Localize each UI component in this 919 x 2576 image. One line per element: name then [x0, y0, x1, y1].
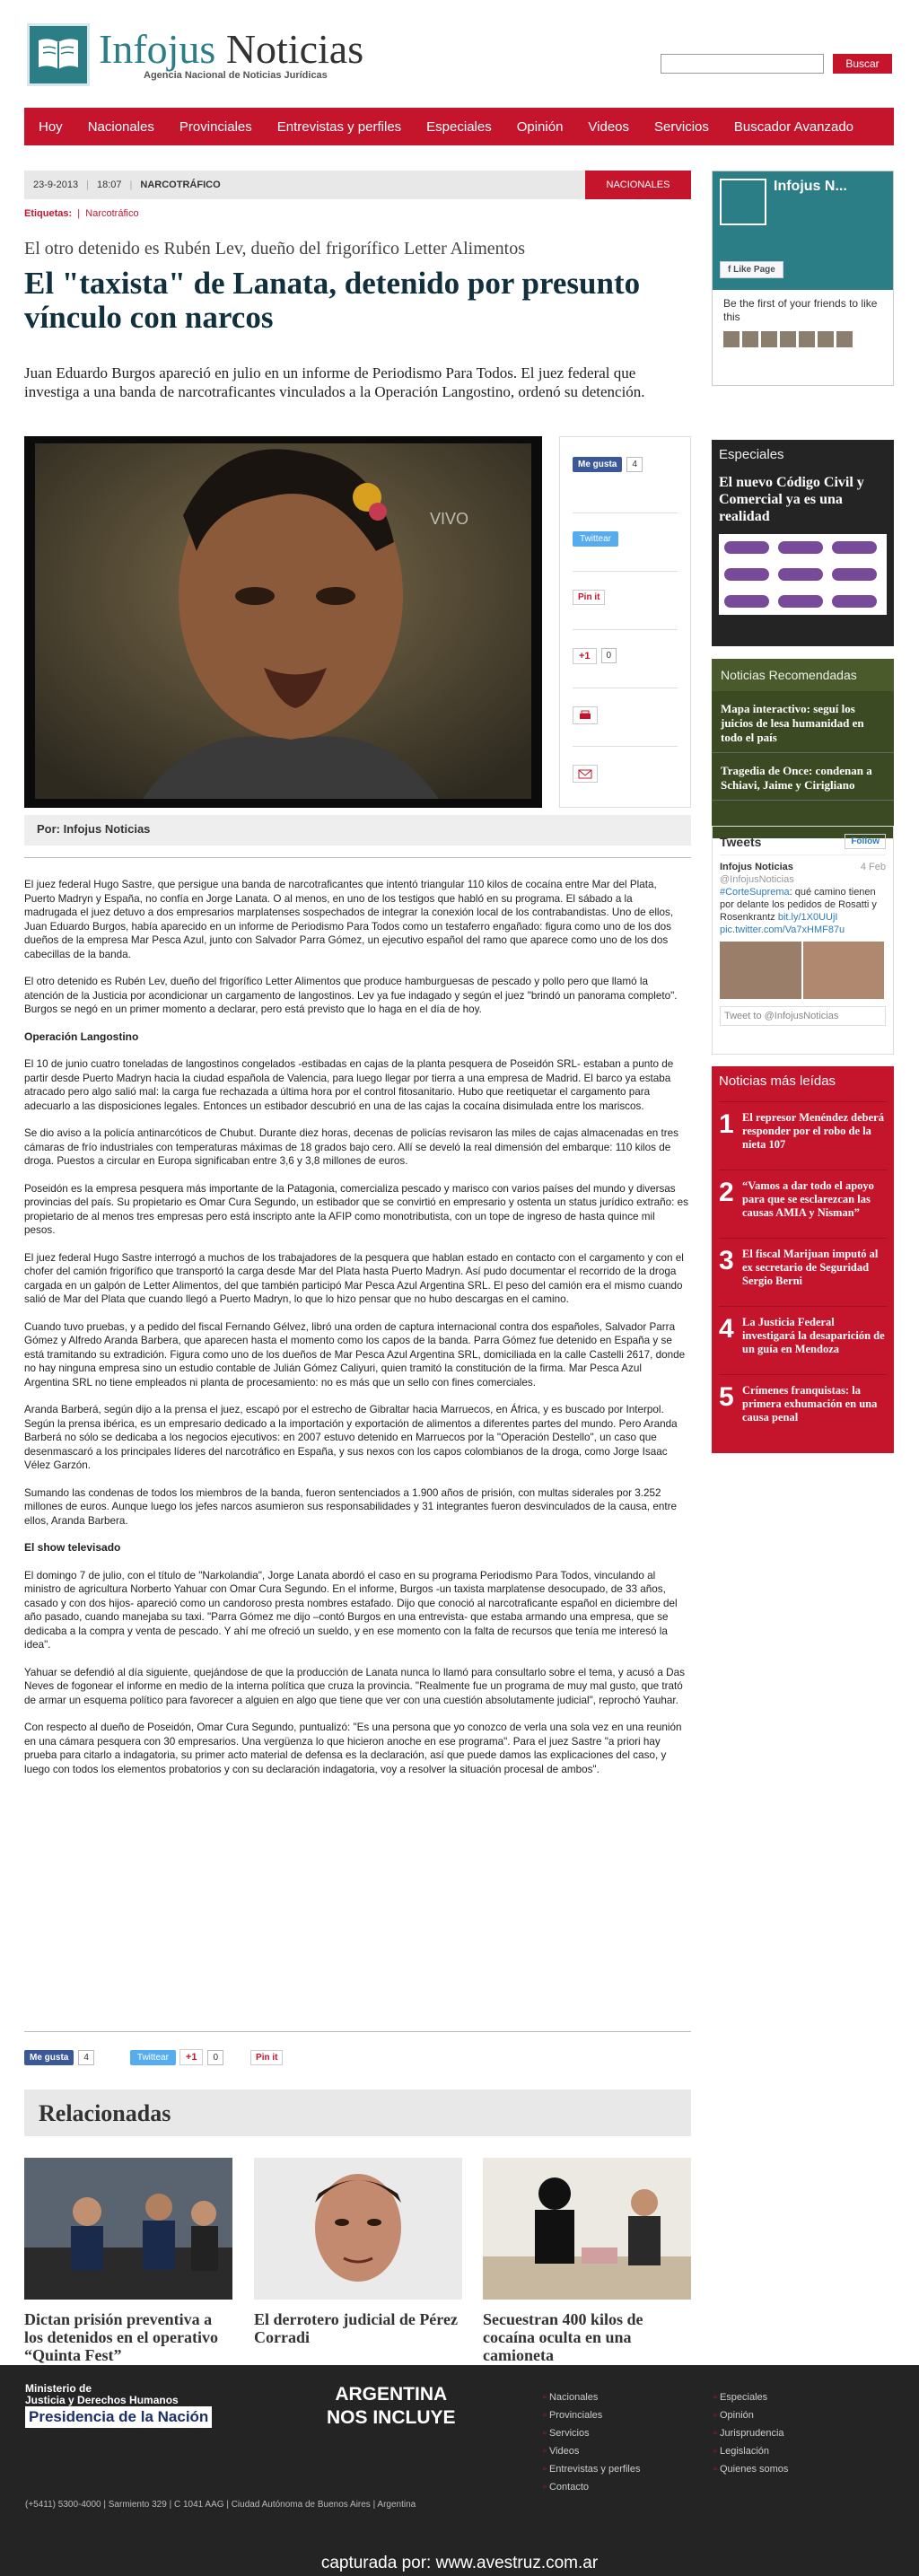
- mas-leida-title[interactable]: Crímenes franquistas: la primera exhumación en una causa penal: [742, 1384, 878, 1424]
- mas-leida-title[interactable]: La Justicia Federal investigará la desaparición de un guía en Mendoza: [742, 1316, 885, 1355]
- rank-number: 4: [719, 1314, 734, 1344]
- footer-link[interactable]: ▫ Nacionales: [543, 2388, 640, 2406]
- fb-like-count: 4: [78, 2050, 94, 2065]
- gplus-count: 0: [207, 2050, 223, 2065]
- recomendada-item[interactable]: Tragedia de Once: condenan a Schiavi, Jaime y Cirigliano: [712, 753, 894, 801]
- nav-especiales[interactable]: Especiales: [426, 118, 492, 135]
- mas-leida-item[interactable]: [719, 1101, 887, 1152]
- argentina-line-2: NOS INCLUYE: [327, 2407, 456, 2428]
- nav-servicios[interactable]: Servicios: [654, 118, 709, 135]
- email-icon[interactable]: [573, 765, 598, 783]
- footer-links-2: [713, 2388, 788, 2478]
- ministry-name: [25, 2383, 179, 2406]
- footer-link[interactable]: ▫ Legislación: [713, 2442, 788, 2460]
- article-meta-bar: 23-9-2013 | 18:07 | NARCOTRÁFICO NACIONALES: [24, 171, 691, 199]
- footer-link[interactable]: ▫ Provinciales: [543, 2406, 640, 2424]
- section-tag[interactable]: NACIONALES: [585, 171, 691, 199]
- search-button[interactable]: Buscar: [833, 54, 892, 74]
- tweet-link[interactable]: bit.ly/1X0UUjI pic.twitter.com/Va7xHMF87u: [720, 912, 845, 935]
- article-title: El "taxista" de Lanata, detenido por presunto vínculo con narcos: [24, 266, 641, 335]
- gplus-button[interactable]: +1: [179, 2049, 204, 2065]
- nav-entrevistas[interactable]: Entrevistas y perfiles: [276, 118, 402, 135]
- nav-opinion[interactable]: Opinión: [516, 118, 564, 135]
- footer-link[interactable]: ▫ Videos: [543, 2442, 640, 2460]
- mas-leida-item[interactable]: [719, 1374, 887, 1424]
- related-item[interactable]: [254, 2158, 462, 2346]
- paragraph: Cuando tuvo pruebas, y a pedido del fiscal Fernando Gélvez, libró una orden de captura internacional contra dos españoles, Salvador Parra Gómez y Alfredo Aranda Barbera, que aparecen hasta el momento como los capos de la banda. Parra Gómez fue detenido en España y se está tramitando su extradición. Figura como uno de los dueños de Mar Pesca Azul Argentina SRL, domiciliada en la calle Castelli 2617, donde no hay ninguna empresa sino un estudio contable de Julián Gómez Caliyuri, quien tramitó la constitución de la firma. Mar Pesca Azul Argentina SRL no tiene empleados ni planta de procesamiento: no es más que un sello con fines comerciales.: [24, 1320, 686, 1389]
- argentina-logo: [327, 2383, 456, 2430]
- paragraph: El juez federal Hugo Sastre, que persigue una banda de narcotraficantes que intentó triangular 110 kilos de cocaína entre Mar del Plata, Puerto Madryn y España, no confía en Jorge Lanata. O al menos, en uno de los testigos que habló en su programa. El sábado a la madrugada el juez detuvo a dos empresarios marplatenses sospechados de integrar la conexión local de los contrabandistas. Uno de ellos, Juan Eduardo Burgos, había aparecido en un informe de Periodismo Para Todos como un testaferro engañado: figura como uno de los dos dueños de la empresa Mar Pesca Azul, junto con Salvador Parra Gómez, un ejecutivo español del ramo que aparece como uno de los dos cabecillas de la banda.: [24, 879, 674, 960]
- paragraph: El 10 de junio cuatro toneladas de langostinos congelados -estibadas en cajas de la planta pesquera de Poseidón SRL- estaban a punto de partir desde Puerto Madryn hacia la ciudad española de Valencia, para luego llegar por tierra a una empresa de Madrid. El barco ya estaba atracado pero algo salió mal: la carga fue rechazada a última hora por el control fitosanitario. Hubo que reetiquetar el cargamento para adecuarlo a las disposiciones legales. Entonces un estibador descubrió en una de las cajas la cocaína disimulada entre los mariscos.: [24, 1058, 674, 1112]
- logo-word-1: Infojus: [99, 26, 216, 72]
- recomendadas-box: [712, 659, 894, 838]
- recomendadas-heading: Noticias Recomendadas: [712, 659, 894, 691]
- tags-label: Etiquetas:: [24, 208, 73, 219]
- book-logo-icon: [27, 23, 90, 86]
- article-time: 18:07: [97, 180, 122, 190]
- paragraph: Aranda Barberá, según dijo a la prensa el juez, escapó por el estrecho de Gibraltar hacia Marruecos, en África, y es buscado por Interpol. Según la prensa ibérica, es un empresario dedicado a la importación y exportación de alimentos a diferentes partes del mundo. Pero Aranda Barberá no sólo se dedicaba a los negocios ejecutivos: en 2007 estuvo detenido en Marruecos por la "Operación Destello", un caso que desenmascaró a los principales líderes del narcotráfico en España, y sus nexos con los capos colombianos de la droga, como Jorge Isaac Vélez Garzón.: [24, 1404, 678, 1471]
- rank-number: 1: [719, 1109, 734, 1139]
- tweet-author[interactable]: Infojus Noticias: [720, 862, 793, 872]
- related-title[interactable]: Secuestran 400 kilos de cocaína oculta en una camioneta: [483, 2310, 643, 2364]
- tweet-button[interactable]: Twittear: [130, 2050, 176, 2065]
- nav-buscador[interactable]: Buscador Avanzado: [733, 118, 854, 135]
- tweets-heading: Tweets: [720, 834, 762, 849]
- related-title[interactable]: Dictan prisión preventiva a los detenidos en el operativo “Quinta Fest”: [24, 2310, 218, 2364]
- fb-like-button[interactable]: Me gusta: [573, 457, 622, 472]
- tweet-button[interactable]: Twittear: [573, 531, 618, 547]
- footer-link[interactable]: ▫ Jurisprudencia: [713, 2424, 788, 2442]
- article-body: [24, 878, 688, 1790]
- especiales-title[interactable]: El nuevo Código Civil y Comercial ya es una realidad: [719, 475, 864, 524]
- share-panel: [559, 436, 691, 808]
- tags-line: Etiquetas: | Narcotráfico: [24, 208, 139, 219]
- print-icon[interactable]: [573, 706, 598, 724]
- article-lead: Juan Eduardo Burgos apareció en julio en un informe de Periodismo Para Todos. El juez federal que investiga a una banda de narcotraficantes vinculados a la Operación Langostino, ordenó su detención.: [24, 364, 645, 400]
- mas-leidas-heading: Noticias más leídas: [719, 1073, 836, 1089]
- especiales-image: [719, 534, 887, 615]
- mas-leida-item[interactable]: [719, 1306, 887, 1356]
- paragraph: Se dio aviso a la policía antinarcóticos de Chubut. Durante diez horas, decenas de policías revisaron las miles de cajas almacenadas en tres cámaras de frío industriales con temperaturas máximas de 18 grados bajo cero. Allí se develó la real dimensión del embarque: 110 kilos de droga. Puestos a circular en Europa significaban entre 3,6 y 3,8 millones de euros.: [24, 1127, 678, 1167]
- especiales-box[interactable]: [712, 440, 894, 646]
- paragraph: Yahuar se defendió al día siguiente, quejándose de que la producción de Lanata nunca lo llamó para consultarlo sobre el tema, y acusó a Das Neves de fogonear el informe en medio de la interna política que cruza la provincia. "Realmente fue un programa de muy mal gusto, que trató de armar un esquema político para favorecer a alguien en algo que tiene que ver con una cuestión absolutamente judicial", reprochó Yauhar.: [24, 1666, 685, 1706]
- fb-like-button[interactable]: Me gusta: [24, 2050, 74, 2065]
- paragraph: Sumando las condenas de todos los miembros de la banda, fueron sentenciados a 1.900 años de prisión, con multas siderales por 3.252 millones de euros. Aunque luego los jefes narcos asumieron sus responsabilidades y 31 integrantes fueron desvinculados de la causa, entre ellos, Aranda Barbera.: [24, 1486, 678, 1527]
- footer-link[interactable]: ▫ Especiales: [713, 2388, 788, 2406]
- gplus-count: 0: [601, 648, 617, 663]
- related-image: [483, 2158, 691, 2300]
- logo-subtitle: Agencia Nacional de Noticias Jurídicas: [144, 70, 328, 81]
- pinit-button[interactable]: Pin it: [250, 2050, 283, 2065]
- related-heading: Relacionadas: [24, 2090, 691, 2136]
- especiales-heading: Especiales: [719, 447, 784, 462]
- article-date: 23-9-2013: [33, 180, 79, 190]
- paragraph: El otro detenido es Rubén Lev, dueño del frigorífico Letter Alimentos que produce hamburguesas de pescado y pollo pero que llamó la atención de la Justicia por acondicionar un cargamento de langostinos. Lev ya fue indagado y según el juez "brindó un panorama completo". Burgos se negó en un primer momento a declarar, pero está previsto que lo haga en el día de hoy.: [24, 976, 678, 1015]
- related-title[interactable]: El derrotero judicial de Pérez Corradi: [254, 2310, 458, 2346]
- paragraph: El domingo 7 de julio, con el título de "Narkolandia", Jorge Lanata abordó el caso en su programa Periodismo Para Todos, vinculando al ministro de agricultura Norberto Yahuar con Omar Cura Segundo. En el informe, Burgos -un taxista marplatense desocupado, de 33 años, casado y con dos hijos- apareció como un candoroso presta nombres estafado. Dijo que conoció al narcotraficante español en diciembre del año pasado, cuando manejaba su taxi. "Parra Gómez me dijo –contó Burgos en una entrevista- que estaba armando una empresa, que se dedicaba a la compra y venta de pescado. Y ahí me ofreció un sueldo, y en ese momento con la falta de recursos que tenía me interesó la idea".: [24, 1569, 678, 1651]
- ministry-line-2: Justicia y Derechos Humanos: [25, 2394, 179, 2406]
- fb-like-count: 4: [626, 457, 643, 472]
- mas-leidas-box: [712, 1066, 894, 1453]
- fb-like-page-label: Like Page: [733, 265, 775, 275]
- subheading: Operación Langostino: [24, 1030, 139, 1043]
- footer-link[interactable]: ▫ Servicios: [543, 2424, 640, 2442]
- related-item[interactable]: [483, 2158, 691, 2364]
- fb-page-name[interactable]: Infojus N...: [774, 179, 847, 194]
- tag-narcotrafico[interactable]: Narcotráfico: [85, 208, 139, 219]
- tweet-hashtag[interactable]: #CorteSuprema: [720, 887, 790, 898]
- logo-word-2: Noticias: [225, 26, 364, 72]
- fb-like-page-button[interactable]: f Like Page: [720, 261, 783, 278]
- article-kicker: El otro detenido es Rubén Lev, dueño del frigorífico Letter Alimentos: [24, 239, 525, 258]
- mas-leida-title[interactable]: “Vamos a dar todo el apoyo para que se esclarezcan las causas AMIA y Nisman”: [742, 1179, 874, 1219]
- nav-hoy[interactable]: Hoy: [39, 118, 63, 135]
- twitter-widget: [712, 826, 894, 1055]
- rank-number: 5: [719, 1382, 734, 1412]
- recomendada-item[interactable]: Mapa interactivo: seguí los juicios de lesa humanidad en todo el país: [712, 691, 894, 753]
- footer-link[interactable]: ▫ Contacto: [543, 2478, 640, 2496]
- paragraph: Con respecto al dueño de Poseidón, Omar Cura Segundo, puntualizó: "Es una persona que yo conozco de verla una sola vez en una reunión en una cámara pesquera con 30 empresarios. Una vergüenza lo que hicieron anoche en ese programa". Para el juez Sastre "a priori hay prueba para citarlo a indagatoria, su primer acto material de defensa es la declaración, así que puede damos las explicaciones del caso, y luego con todos los elementos probatorios y con su declaración indagatoria, voy a resolver la situación procesal de ambos".: [24, 1722, 682, 1775]
- pinit-button[interactable]: Pin it: [573, 590, 605, 605]
- site-logo[interactable]: [27, 23, 363, 86]
- tweet-media[interactable]: [720, 942, 886, 999]
- mas-leida-item[interactable]: [719, 1238, 887, 1288]
- facebook-widget: [712, 171, 894, 386]
- mas-leida-title[interactable]: El fiscal Marijuan imputó al ex secretario de Seguridad Sergio Berni: [742, 1248, 879, 1287]
- tweet-date: 4 Feb: [860, 862, 886, 872]
- presidencia-logo[interactable]: Presidencia de la Nación: [25, 2406, 212, 2428]
- nav-nacionales[interactable]: Nacionales: [87, 118, 154, 135]
- capture-caption: capturada por: www.avestruz.com.ar: [320, 2554, 599, 2572]
- bottom-share-bar: [24, 2049, 283, 2065]
- twitter-follow-button[interactable]: Follow: [845, 834, 886, 849]
- rank-number: 2: [719, 1178, 734, 1207]
- paragraph: Poseidón es la empresa pesquera más importante de la Patagonia, comercializa pescado y marisco con varios países del mundo y diversas provincias del país. Su propietario es Omar Cura Segundo, un estibador que se convirtió en empresario y ostenta un status jurídico extraño: es propietario de al menos tres empresas pero está inscripto ante la AFIP como monotributista, con un tope de ingreso de hasta quince mil pesos.: [24, 1182, 688, 1236]
- fb-friends-text: Be the first of your friends to like this: [723, 297, 878, 323]
- tweet-handle: @InfojusNoticias: [720, 874, 794, 885]
- main-nav: [24, 108, 894, 145]
- footer-links-1: [543, 2388, 640, 2496]
- footer-link[interactable]: ▫ Quienes somos: [713, 2460, 788, 2478]
- nav-provinciales[interactable]: Provinciales: [179, 118, 252, 135]
- ministry-line-1: Ministerio de: [25, 2382, 92, 2395]
- paragraph: El juez federal Hugo Sastre interrogó a muchos de los trabajadores de la pesquera que hablan estado en contacto con el cargamento y con el chofer del camión frigorífico que transportó la carga desde Mar del Plata hasta Puerto Madryn. Así pudo documentar el recorrido de la droga cargada en un galpón de Letter Alimentos, del que también participó Mar Pesca Azul Argentina SRL. El peso del camión era el mismo cuando salió de Mar del Plata que cuando llegó a Puerto Madryn, lo que lo hizo pensar que no hubo descargas en el camino.: [24, 1251, 684, 1305]
- related-image: [24, 2158, 232, 2300]
- tweet-text: : qué camino tienen por delante los pedidos de Rosatti y Rosenkrantz: [720, 887, 877, 923]
- divider: [24, 857, 691, 858]
- svg-text:VIVO: VIVO: [430, 510, 469, 528]
- tweet-to-input[interactable]: Tweet to @InfojusNoticias: [720, 1006, 886, 1026]
- site-footer: [0, 2365, 919, 2576]
- article-photo: [24, 436, 542, 808]
- search-input[interactable]: [661, 54, 824, 74]
- search-form: [661, 54, 892, 74]
- gplus-button[interactable]: +1: [573, 648, 597, 664]
- argentina-line-1: ARGENTINA: [335, 2384, 448, 2405]
- footer-link[interactable]: ▫ Entrevistas y perfiles: [543, 2460, 640, 2478]
- footer-address: (+5411) 5300-4000 | Sarmiento 329 | C 1041 AAG | Ciudad Autónoma de Buenos Aires | Argentina: [25, 2500, 416, 2510]
- fb-page-avatar: [720, 179, 766, 225]
- mas-leida-item[interactable]: [719, 1170, 887, 1220]
- footer-link[interactable]: ▫ Opinión: [713, 2406, 788, 2424]
- article-byline: Por: Infojus Noticias: [24, 815, 691, 846]
- subheading: El show televisado: [24, 1541, 121, 1554]
- nav-videos[interactable]: Videos: [588, 118, 630, 135]
- related-image: [254, 2158, 462, 2300]
- divider: [24, 2031, 691, 2032]
- rank-number: 3: [719, 1246, 734, 1275]
- tweet: [720, 861, 886, 936]
- article-section: NARCOTRÁFICO: [140, 180, 221, 190]
- fb-friend-thumbs: [713, 331, 893, 347]
- mas-leida-title[interactable]: El represor Menéndez deberá responder por el robo de la nieta 107: [742, 1111, 884, 1151]
- related-item[interactable]: [24, 2158, 232, 2364]
